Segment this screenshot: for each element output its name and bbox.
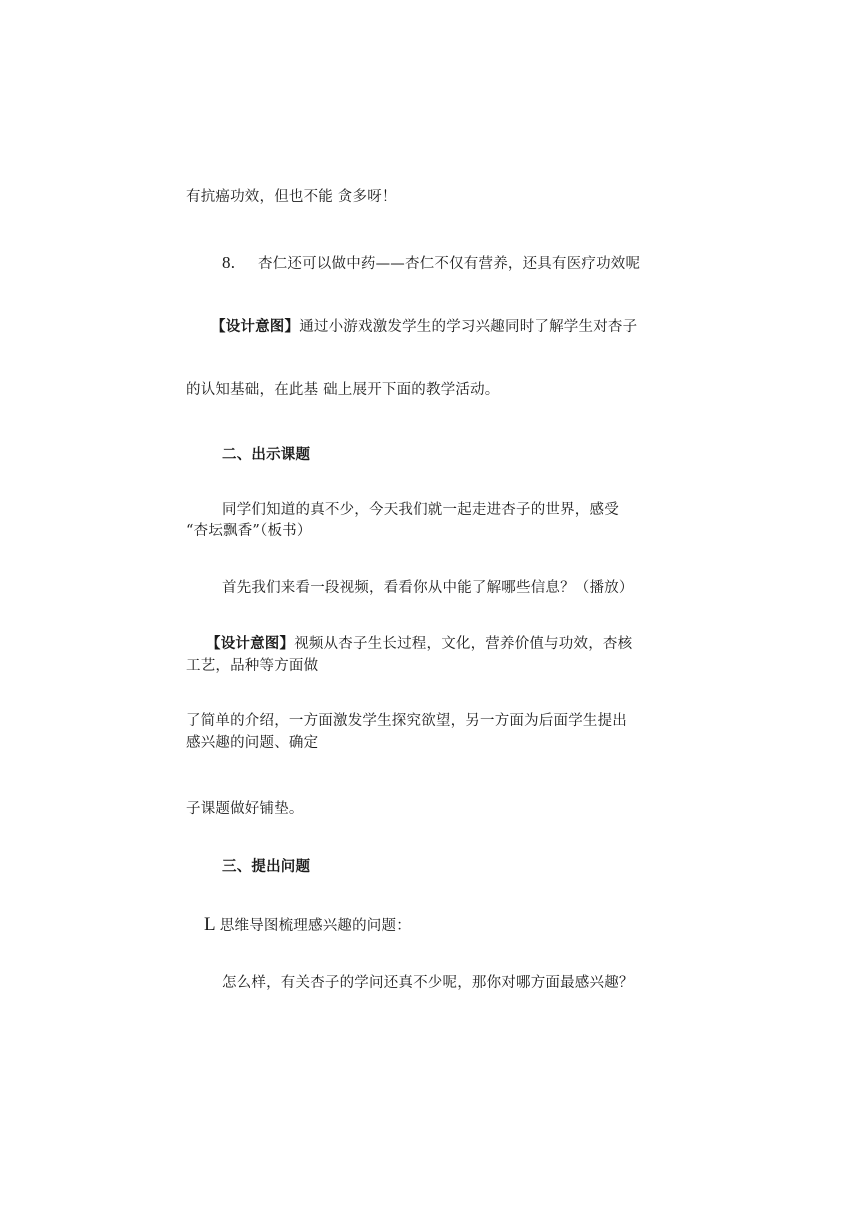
design-intent-label: 【设计意图】 xyxy=(211,318,300,335)
paragraph-video: 首先我们来看一段视频，看看你从中能了解哪些信息？（播放） xyxy=(222,580,634,596)
design-intent-2-line3: 了简单的介绍，一方面激发学生探究欲望，另一方面为后面学生提出 xyxy=(186,713,627,729)
section-heading-3: 三、提出问题 xyxy=(222,858,311,875)
paragraph-continuation: 有抗癌功效，但也不能 贪多呀！ xyxy=(186,189,397,205)
design-intent-2-line4: 感兴趣的问题、确定 xyxy=(186,735,319,751)
list-marker: L xyxy=(204,914,216,935)
paragraph-intro: 同学们知道的真不少，今天我们就一起走进杏子的世界，感受 xyxy=(222,502,619,518)
list-item-l xyxy=(204,915,411,936)
design-intent-1 xyxy=(211,317,637,337)
paragraph-question: 怎么样，有关杏子的学问还真不少呢，那你对哪方面最感兴趣？ xyxy=(222,975,634,991)
list-item-text: 杏仁还可以做中药——杏仁不仅有营养，还具有医疗功效呢 xyxy=(258,256,641,272)
design-intent-text: 视频从杏子生长过程，文化，营养价值与功效，杏核 xyxy=(294,636,633,652)
design-intent-text: 通过小游戏激发学生的学习兴趣同时了解学生对杏子 xyxy=(299,319,638,335)
design-intent-2 xyxy=(206,634,632,654)
paragraph-intro-continuation: “杏坛飘香”（板书） xyxy=(186,523,312,539)
design-intent-2-line5: 子课题做好铺垫。 xyxy=(186,801,304,817)
design-intent-2-line2: 工艺，品种等方面做 xyxy=(186,658,319,674)
list-item-text: 思维导图梳理感兴趣的问题： xyxy=(219,918,411,934)
design-intent-1-continuation: 的认知基础，在此基 础上展开下面的教学活动。 xyxy=(186,382,500,398)
section-heading-2: 二、出示课题 xyxy=(222,446,311,463)
list-number: 8. xyxy=(222,253,236,272)
list-item-8 xyxy=(222,253,640,274)
design-intent-label: 【设计意图】 xyxy=(206,635,295,652)
